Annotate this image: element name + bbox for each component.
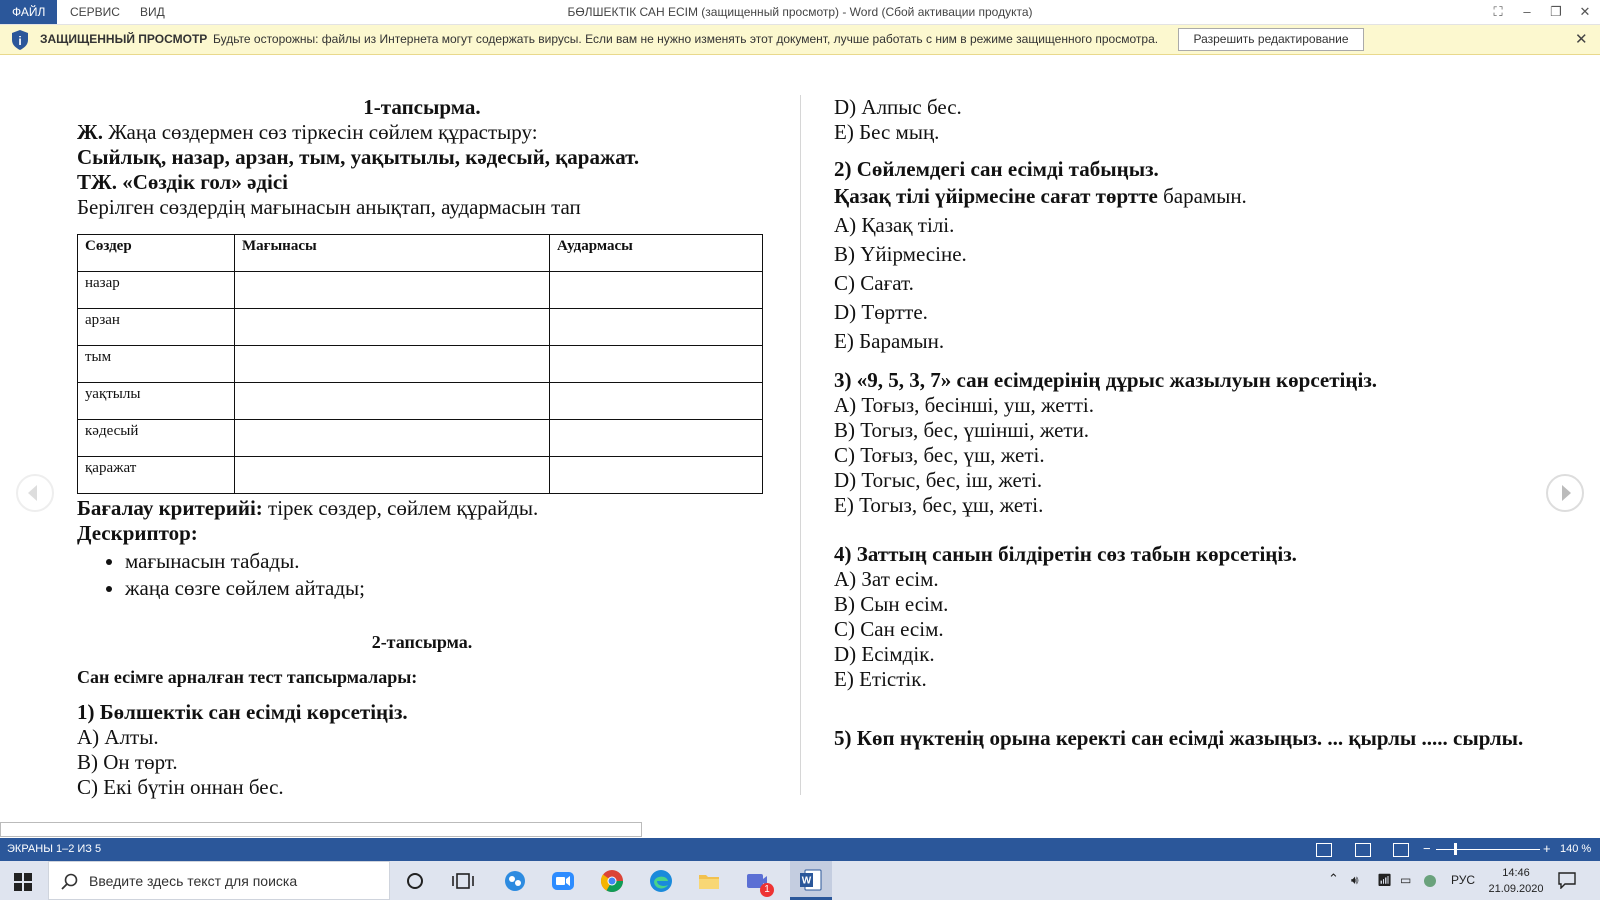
clock-time: 14:46 — [1502, 867, 1530, 879]
translation-cell — [550, 272, 763, 309]
descriptor-list — [77, 548, 767, 602]
q2-sentence — [834, 182, 1534, 211]
criteria-line — [77, 496, 767, 521]
shield-icon — [10, 29, 30, 51]
word-cell: тым — [78, 346, 235, 383]
horizontal-scrollbar[interactable] — [0, 822, 642, 837]
question-1: 1) Бөлшектік сан есімді көрсетіңіз. — [77, 700, 408, 724]
question-2: 2) Сөйлемдегі сан есімді табыңыз. — [834, 157, 1159, 181]
translation-cell — [550, 457, 763, 494]
next-page-arrow[interactable] — [1546, 474, 1584, 512]
option: D) Есімдік. — [834, 642, 935, 666]
zoom-thumb[interactable] — [1454, 843, 1457, 855]
option: Е) Бес мың. — [834, 120, 940, 144]
protected-view-message: Будьте осторожны: файлы из Интернета могут содержать вирусы. Если вам не нужно изменять этот документ, лучше работать с ним в режиме защищенного просмотра. — [213, 32, 1159, 46]
table-row — [78, 346, 763, 383]
translation-cell — [550, 420, 763, 457]
zh-text: Жаңа сөздермен сөз тіркесін сөйлем құрастыру: — [103, 120, 538, 144]
minimize-button[interactable]: – — [1523, 4, 1531, 19]
status-bar — [0, 838, 1600, 861]
table-row — [78, 309, 763, 346]
window-title: БӨЛШЕКТІК САН ЕСІМ (защищенный просмотр) - Word (Сбой активации продукта) — [567, 5, 1033, 19]
notifications-icon[interactable] — [1557, 871, 1577, 889]
table-row — [78, 272, 763, 309]
status-dot-icon[interactable] — [1424, 875, 1436, 887]
table-row — [78, 420, 763, 457]
taskbar-search[interactable] — [48, 861, 390, 900]
battery-icon[interactable]: ▭ — [1400, 873, 1412, 887]
option: Е) Барамын. — [834, 329, 945, 353]
zoom-in-icon[interactable]: + — [1543, 841, 1551, 856]
svg-text:i: i — [18, 34, 22, 48]
question-5: 5) Көп нүктенің орына керекті сан есімді жазыңыз. ... қырлы ..... сырлы. — [834, 726, 1524, 750]
option: В) Тогыз, бес, үшінші, жети. — [834, 418, 1090, 442]
meaning-cell — [235, 346, 550, 383]
descriptor-label: Дескриптор: — [77, 521, 198, 545]
option: В) Сын есім. — [834, 592, 949, 616]
read-mode-icon[interactable] — [1316, 843, 1332, 857]
people-app-icon[interactable] — [503, 869, 527, 893]
left-column — [77, 95, 767, 800]
search-placeholder: Введите здесь текст для поиска — [89, 873, 298, 889]
q2-sentence-bold: Қазақ тілі үйірмесіне сағат төртте — [834, 184, 1158, 208]
list-item: • мағынасын табады. — [125, 548, 767, 575]
option: С) Сан есім. — [834, 617, 944, 641]
word-cell: назар — [78, 272, 235, 309]
meaning-cell — [235, 309, 550, 346]
option: В) Он төрт. — [77, 750, 178, 774]
tab-file[interactable]: ФАЙЛ — [0, 0, 57, 24]
meaning-cell — [235, 272, 550, 309]
meaning-cell — [235, 420, 550, 457]
option: Е) Тогыз, бес, ұш, жеті. — [834, 493, 1044, 517]
instruction: Берілген сөздердің мағынасын анықтап, аудармасын тап — [77, 195, 581, 219]
option: С) Тоғыз, бес, үш, жеті. — [834, 443, 1045, 467]
svg-text:W: W — [801, 875, 812, 887]
header-words: Сөздер — [78, 235, 235, 272]
word-cell: арзан — [78, 309, 235, 346]
option: В) Үйірмесіне. — [834, 242, 967, 266]
task2-title: 2-тапсырма. — [371, 632, 473, 652]
web-layout-icon[interactable] — [1393, 843, 1409, 857]
criteria-label: Бағалау критерийі: — [77, 496, 263, 520]
enable-editing-button[interactable]: Разрешить редактирование — [1178, 28, 1364, 51]
word-cell: қаражат — [78, 457, 235, 494]
document-area — [0, 55, 1600, 823]
table-row — [78, 457, 763, 494]
previous-page-arrow[interactable] — [16, 474, 54, 512]
option: А) Алты. — [77, 725, 159, 749]
page-divider — [800, 95, 801, 795]
chevron-up-icon[interactable]: ⌃ — [1328, 871, 1339, 886]
option: А) Тоғыз, бесінші, уш, жетті. — [834, 393, 1094, 417]
tab-service[interactable]: СЕРВИС — [70, 5, 120, 19]
volume-icon[interactable]: 🔊︎ — [1351, 873, 1359, 887]
edge-icon[interactable] — [649, 869, 673, 893]
words-line: Сыйлық, назар, арзан, тым, уақытылы, кәдесый, қаражат. — [77, 145, 640, 169]
q2-sentence-rest: барамын. — [1157, 184, 1247, 208]
question-3: 3) «9, 5, 3, 7» сан есімдерінің дұрыс жазылуын көрсетіңіз. — [834, 368, 1378, 392]
word-cell: уақтылы — [78, 383, 235, 420]
zoom-video-icon[interactable] — [551, 869, 575, 893]
meaning-cell — [235, 383, 550, 420]
clock-date: 21.09.2020 — [1488, 883, 1544, 895]
word-cell: кәдесый — [78, 420, 235, 457]
task-view-icon[interactable] — [451, 869, 475, 893]
zh-label: Ж. — [77, 120, 104, 144]
header-meaning: Мағынасы — [235, 235, 550, 272]
search-icon — [61, 873, 78, 890]
chrome-icon[interactable] — [600, 869, 624, 893]
zoom-slider[interactable] — [1436, 849, 1540, 850]
taskbar — [0, 861, 1600, 900]
restore-button[interactable]: ❐ — [1550, 4, 1562, 19]
option: D) Тогыс, бес, іш, жеті. — [834, 468, 1043, 492]
option: D) Төртте. — [834, 300, 928, 324]
full-screen-icon[interactable]: ⛶ — [1493, 4, 1503, 19]
zoom-out-icon[interactable]: − — [1423, 841, 1431, 856]
option: С) Сағат. — [834, 271, 914, 295]
language-indicator[interactable]: РУС — [1451, 873, 1476, 887]
close-bar-icon[interactable]: ✕ — [1575, 31, 1588, 48]
tzh-line: ТЖ. «Сөздік гол» әдісі — [77, 170, 289, 194]
print-layout-icon[interactable] — [1355, 843, 1371, 857]
notification-badge: 1 — [760, 883, 774, 897]
translation-cell — [550, 309, 763, 346]
close-window-button[interactable]: ✕ — [1579, 4, 1591, 19]
option: D) Алпыс бес. — [834, 95, 962, 119]
translation-cell — [550, 383, 763, 420]
cortana-icon[interactable] — [403, 869, 427, 893]
option: А) Қазақ тілі. — [834, 213, 955, 237]
windows-start-icon[interactable] — [14, 873, 32, 891]
word-taskbar-button[interactable] — [790, 861, 832, 900]
file-explorer-icon[interactable] — [697, 869, 721, 893]
protected-view-title: ЗАЩИЩЕННЫЙ ПРОСМОТР — [40, 32, 208, 46]
network-icon[interactable]: 📶︎ — [1377, 873, 1393, 887]
test-intro: Сан есімге арналған тест тапсырмалары: — [77, 667, 418, 687]
protected-view-bar — [0, 25, 1600, 55]
option: А) Зат есім. — [834, 567, 939, 591]
criteria-text: тірек сөздер, сөйлем құрайды. — [262, 496, 539, 520]
option: С) Екі бүтін оннан бес. — [77, 775, 284, 799]
option: Е) Етістік. — [834, 667, 927, 691]
header-translation: Аудармасы — [550, 235, 763, 272]
tab-view[interactable]: ВИД — [140, 5, 165, 19]
words-table — [77, 234, 763, 494]
table-header-row — [78, 235, 763, 272]
task-zh-line — [77, 120, 767, 145]
title-bar — [0, 0, 1600, 25]
meaning-cell — [235, 457, 550, 494]
clock[interactable] — [1488, 865, 1544, 897]
task1-title: 1-тапсырма. — [363, 95, 481, 119]
zoom-level[interactable]: 140 % — [1560, 843, 1592, 855]
right-column — [834, 95, 1534, 751]
page-count: ЭКРАНЫ 1–2 ИЗ 5 — [7, 843, 102, 855]
list-item: • жаңа сөзге сөйлем айтады; — [125, 575, 767, 602]
word-icon — [799, 868, 823, 892]
table-row — [78, 383, 763, 420]
question-4: 4) Заттың санын білдіретін сөз табын көрсетіңіз. — [834, 542, 1297, 566]
translation-cell — [550, 346, 763, 383]
